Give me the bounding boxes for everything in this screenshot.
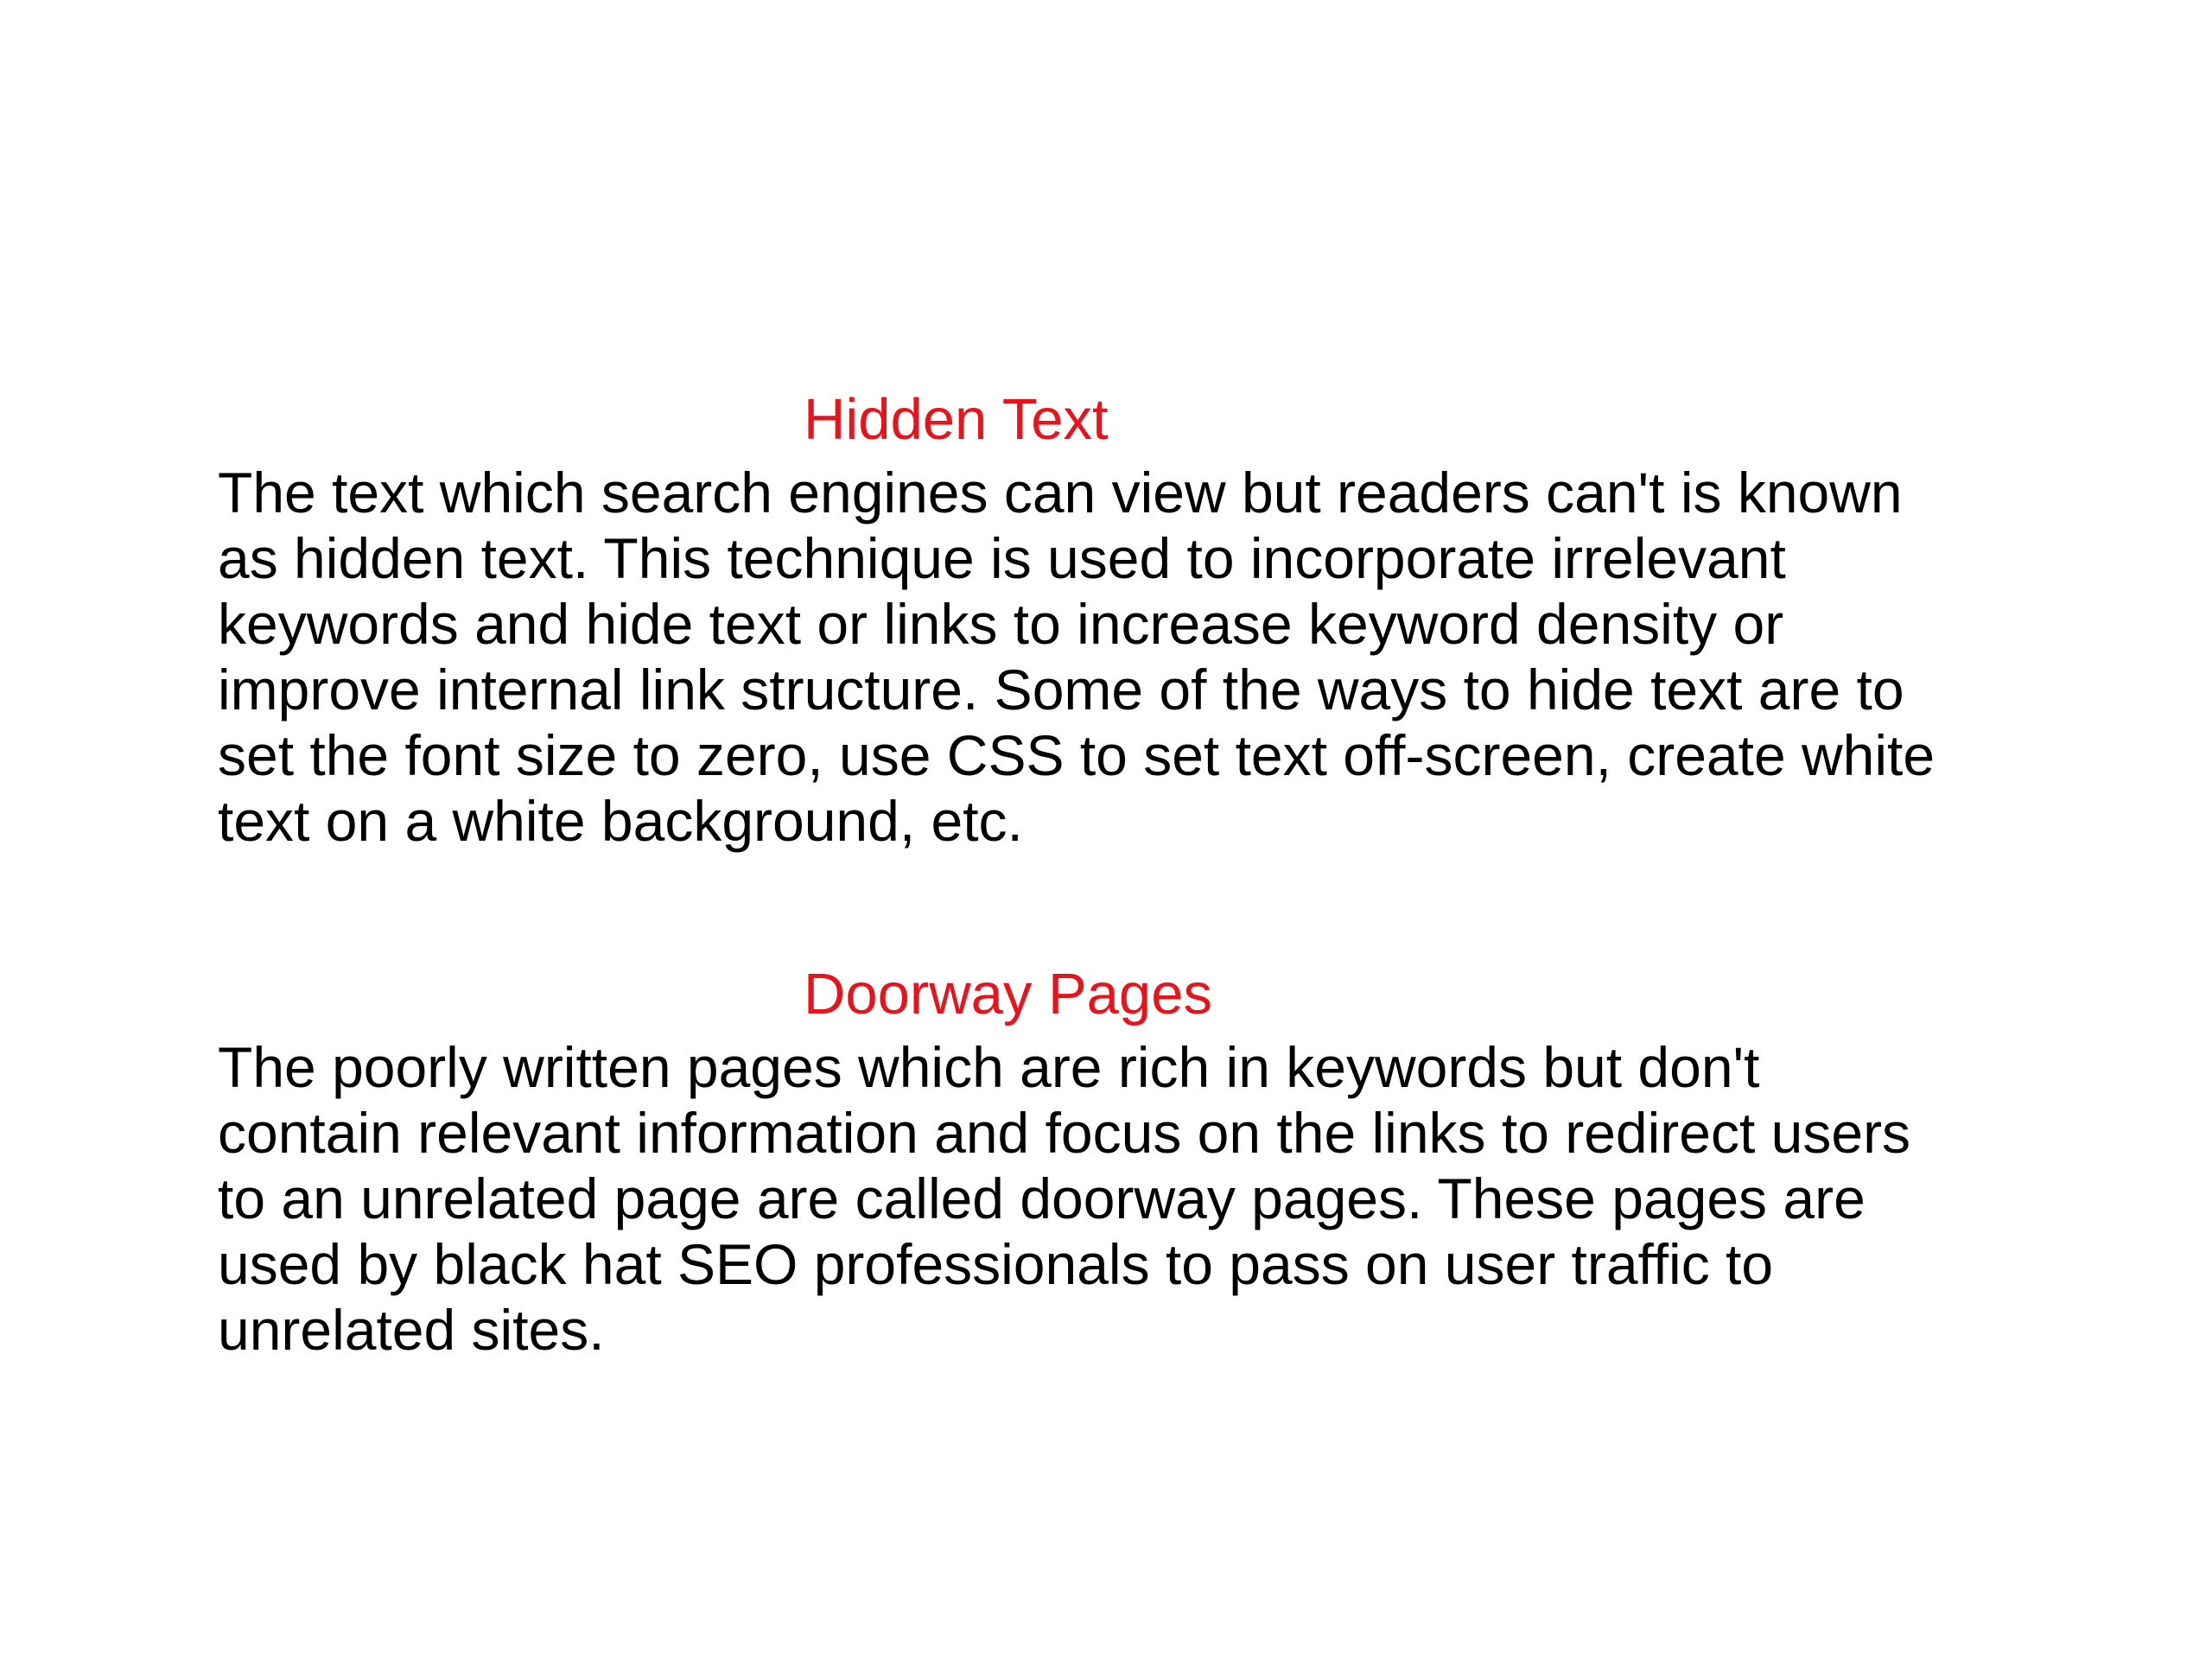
body-line: set the font size to zero, use CSS to set text off-screen, create white — [218, 723, 1936, 787]
body-line: The poorly written pages which are rich in keywords but don't — [218, 1035, 1760, 1099]
section-body — [218, 460, 2153, 854]
body-line: text on a white background, etc. — [218, 789, 1023, 853]
body-line: unrelated sites. — [218, 1298, 605, 1362]
body-line: improve internal link structure. Some of the ways to hide text are to — [218, 658, 1904, 721]
section-body — [218, 1034, 2153, 1363]
section-doorway-pages — [218, 955, 2153, 1363]
body-line: The text which search engines can view but readers can't is known — [218, 461, 1903, 524]
section-heading: Doorway Pages — [804, 962, 1212, 1027]
section-heading: Hidden Text — [804, 387, 1109, 452]
body-line: keywords and hide text or links to increase keyword density or — [218, 592, 1784, 656]
section-hidden-text — [218, 380, 2153, 854]
body-line: as hidden text. This technique is used to incorporate irrelevant — [218, 526, 1786, 590]
body-line: used by black hat SEO professionals to pass on user traffic to — [218, 1232, 1774, 1296]
body-line: to an unrelated page are called doorway pages. These pages are — [218, 1166, 1866, 1230]
body-line: contain relevant information and focus on the links to redirect users — [218, 1101, 1911, 1165]
